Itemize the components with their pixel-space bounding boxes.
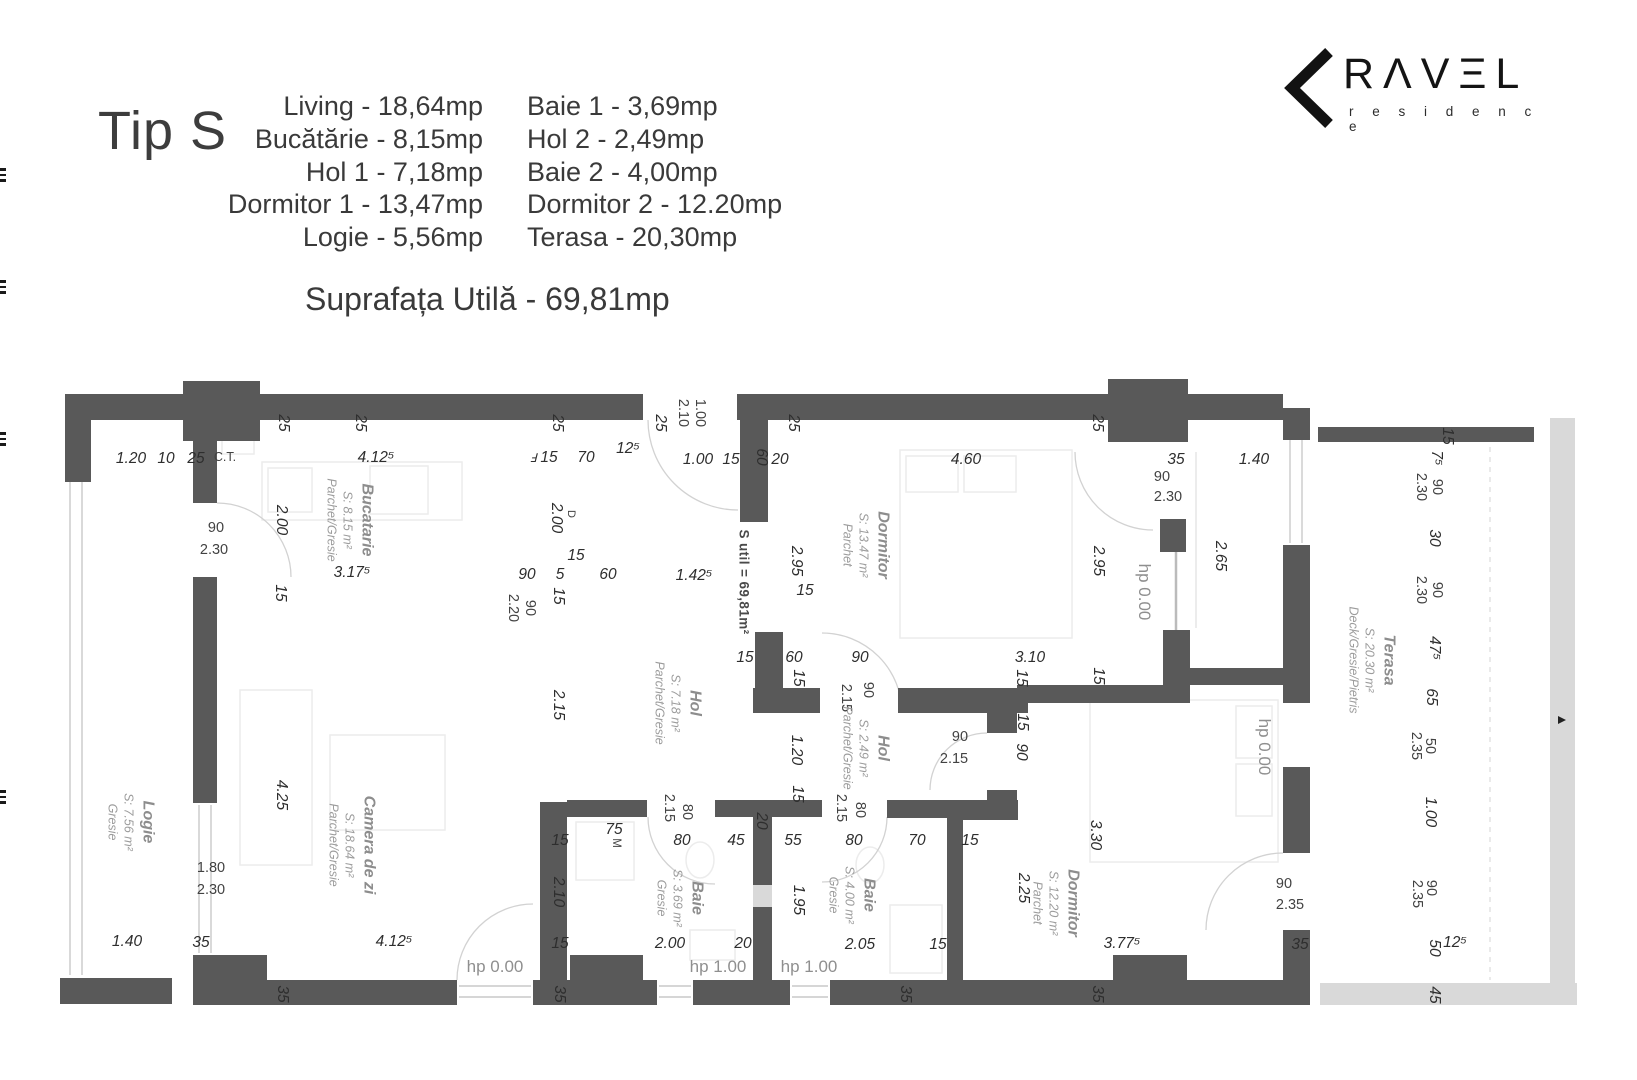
dimension-label: 2.30	[1413, 472, 1429, 502]
edge-tick-marks	[0, 432, 6, 449]
dimension-label: 80	[852, 801, 868, 819]
dimension-label: 2.15	[833, 793, 849, 823]
dimension-label: 65	[1423, 688, 1440, 706]
dimension-label: C.T.	[213, 450, 237, 464]
room-detail: Parchet/Gresie	[840, 706, 855, 790]
room-detail: S: 13.47 m²	[856, 512, 871, 578]
room-label	[839, 511, 892, 579]
room-name: Hol	[874, 735, 892, 761]
dimension-label: 4.60	[950, 451, 982, 468]
wall-segment	[193, 980, 457, 1005]
legend-item: Dormitor 1 - 13,47mp	[227, 189, 483, 220]
dimension-label: 2.15	[550, 689, 567, 721]
wall-segment	[887, 800, 950, 818]
wall-segment	[1163, 630, 1190, 703]
room-label	[839, 706, 892, 789]
wall-segment	[1318, 427, 1534, 445]
dimension-label: 25	[549, 414, 566, 432]
dimension-label: 15	[567, 547, 585, 564]
wall-segment	[567, 800, 647, 817]
dimension-label: 2.20	[505, 593, 521, 623]
room-name: Baie	[688, 881, 706, 915]
terrace-border-segment	[1550, 418, 1575, 1005]
room-detail: Parchet	[840, 523, 855, 567]
dimension-label: Ⅎ	[529, 451, 537, 465]
dimension-label: 80	[845, 832, 863, 849]
dimension-label: 20	[734, 935, 752, 952]
level-label: hp 0.00	[1135, 563, 1154, 621]
wall-segment	[737, 394, 1283, 420]
dimension-label: 35	[192, 934, 210, 951]
wall-segment	[1160, 519, 1186, 552]
dimension-label: 75	[605, 821, 623, 838]
dimension-label: 1.40	[111, 933, 143, 950]
dimension-label: 15	[736, 649, 754, 666]
dimension-label: 15	[540, 449, 558, 466]
wall-segment	[755, 632, 783, 690]
legend-item: Hol 1 - 7,18mp	[305, 156, 483, 187]
wall-segment	[1283, 408, 1310, 440]
dimension-label: 1.00	[682, 451, 714, 468]
dimension-label: 12⁵	[1443, 934, 1467, 951]
edge-tick-marks	[0, 790, 6, 807]
dimension-label: 15	[722, 451, 740, 468]
room-detail: Parchet/Gresie	[326, 803, 341, 887]
wall-segment	[570, 955, 643, 1003]
dimension-label: 90	[1275, 876, 1293, 892]
legend-item: Logie - 5,56mp	[302, 222, 483, 253]
room-detail: Parchet	[1030, 881, 1045, 925]
dimension-label: 25	[1089, 414, 1106, 432]
room-detail: S: 2.49 m²	[856, 719, 871, 777]
room-name: Camera de zi	[360, 795, 378, 895]
dimension-label: 15	[1439, 427, 1456, 445]
dimension-label: 90	[207, 520, 225, 536]
dimension-label: 1.00	[1422, 796, 1439, 828]
terrace-border-segment	[1320, 983, 1577, 1005]
dimension-label: 2.95	[1090, 545, 1107, 577]
dimension-label: 15	[929, 936, 947, 953]
level-label: hp 0.00	[1255, 718, 1274, 776]
room-detail: S: 4.00 m²	[842, 866, 857, 924]
dimension-label: 50	[1422, 737, 1438, 755]
room-detail: S: 3.69 m²	[670, 869, 685, 927]
room-name: Baie	[860, 878, 878, 912]
dimension-label: 15	[551, 935, 569, 952]
room-detail: Gresie	[654, 879, 669, 917]
dimension-label: 2.25	[1015, 872, 1032, 904]
dimension-label: 70	[577, 449, 595, 466]
legend-item: Dormitor 2 - 12.20mp	[527, 189, 783, 220]
level-label: hp 1.00	[780, 957, 838, 976]
dimension-label: 20	[753, 812, 770, 830]
dimension-label: 2.15	[939, 751, 969, 767]
wall-segment	[1283, 767, 1310, 853]
dimension-label: 80	[673, 832, 691, 849]
room-label	[651, 661, 704, 744]
dimension-label: 90	[951, 729, 969, 745]
wall-segment	[693, 980, 760, 1005]
dimension-label: 35	[1089, 985, 1106, 1003]
room-label	[1029, 869, 1082, 937]
dimension-label: 90	[1153, 469, 1171, 485]
dimension-label: 60	[785, 649, 803, 666]
wall-segment	[193, 577, 217, 803]
wall-segment	[60, 978, 172, 1004]
dimension-label: 20	[771, 451, 789, 468]
room-detail: Parchet/Gresie	[324, 478, 339, 562]
dimension-label: 90	[851, 649, 869, 666]
dimension-label: 4.25	[273, 779, 290, 811]
level-label: hp 0.00	[466, 957, 524, 976]
dimension-label: 25	[652, 414, 669, 432]
dimension-label: 4.12⁵	[375, 933, 413, 950]
legend-item: Bucătărie - 8,15mp	[254, 123, 483, 154]
room-detail: S: 20.30 m²	[1362, 627, 1377, 693]
dimension-label: 90	[522, 599, 538, 617]
dimension-label: 25	[275, 414, 292, 432]
dimension-label: 45	[1426, 986, 1443, 1004]
legend-item: Living - 18,64mp	[283, 91, 483, 121]
legend-item: Terasa - 20,30mp	[527, 222, 738, 253]
dimension-label: 2.05	[844, 936, 876, 953]
dimension-label: 3.77⁵	[1103, 935, 1141, 952]
room-label	[104, 793, 157, 851]
dimension-label: D	[565, 510, 577, 518]
dimension-label: 15	[790, 669, 807, 687]
room-detail: S: 18.64 m²	[342, 812, 357, 878]
dimension-label: 10	[157, 450, 175, 467]
room-label	[1345, 607, 1398, 714]
room-detail: S: 12.20 m²	[1046, 870, 1061, 936]
dimension-label: 1.42⁵	[675, 567, 713, 584]
room-detail: S: 8.15 m²	[340, 491, 355, 549]
wall-segment	[1113, 955, 1187, 983]
dimension-label: 3.30	[1087, 819, 1104, 851]
dimension-label: 15	[961, 832, 979, 849]
dimension-label: 1.80	[196, 860, 226, 876]
dimension-label: 15	[1090, 667, 1107, 685]
room-detail: Gresie	[826, 876, 841, 914]
room-label	[653, 869, 706, 927]
dimension-label: 3.10	[1014, 649, 1046, 666]
dimension-label: 15	[551, 832, 569, 849]
room-name: Dormitor	[874, 511, 892, 579]
dimension-label: 60	[599, 566, 617, 583]
room-detail: S: 7.18 m²	[668, 674, 683, 732]
dimension-label: 35	[897, 985, 914, 1003]
wall-segment	[1017, 685, 1163, 703]
dimension-label: 2.30	[199, 542, 229, 558]
wall-segment	[753, 907, 772, 982]
room-detail: S: 7.56 m²	[121, 793, 136, 851]
direction-arrow-icon	[1558, 716, 1566, 724]
page-title: Tip S	[98, 101, 228, 161]
room-name: Bucatarie	[358, 483, 376, 557]
dimension-label: 15	[796, 582, 814, 599]
dimension-label: 2.65	[1212, 540, 1229, 572]
dimension-label: 50	[1426, 939, 1443, 957]
dimension-label: 1.20	[788, 734, 805, 766]
room-detail: Deck/Gresie/Pietris	[1346, 606, 1361, 714]
dimension-label: 15	[1013, 669, 1030, 687]
dimension-label: 4.12⁵	[357, 449, 395, 466]
level-label: hp 1.00	[689, 957, 747, 976]
dimension-label: 2.00	[548, 502, 565, 534]
dimension-label: M	[610, 838, 622, 848]
dimension-label: 2.95	[788, 545, 805, 577]
dimension-label: 2.10	[675, 398, 691, 428]
dimension-label: 35	[274, 985, 291, 1003]
room-detail: Gresie	[105, 803, 120, 841]
total-area-label: Suprafața Utilă - 69,81mp	[305, 281, 670, 317]
dimension-label: 1.95	[790, 884, 807, 916]
dimension-label: 35	[1291, 936, 1309, 953]
dimension-label: 25	[187, 450, 205, 467]
wall-segment	[183, 381, 260, 441]
dimension-label: 35	[551, 985, 568, 1003]
wall-segment	[753, 688, 820, 713]
dimension-label: 1.20	[115, 450, 147, 467]
dimension-label: 1.00	[692, 398, 708, 428]
dimension-label: 2.10	[550, 876, 567, 908]
wall-segment	[947, 800, 1018, 820]
legend-item: Hol 2 - 2,49mp	[527, 123, 705, 154]
room-name: Terasa	[1380, 634, 1398, 686]
dimension-label: 90	[518, 566, 536, 583]
dimension-label: 1.40	[1238, 451, 1270, 468]
dimension-label: 12⁵	[616, 440, 640, 457]
brand-subtitle: r e s i d e n c e	[1349, 104, 1539, 134]
room-label	[323, 478, 376, 561]
room-name: Logie	[139, 800, 157, 844]
dimension-label: 80	[679, 803, 695, 821]
room-name: Hol	[686, 690, 704, 716]
dimension-label: 2.00	[654, 935, 686, 952]
room-label	[325, 796, 378, 895]
dimension-label: 90	[1429, 581, 1445, 599]
dimension-label: 25	[352, 414, 369, 432]
dimension-label: 90	[1423, 879, 1439, 897]
dimension-label: 15	[550, 587, 567, 605]
dimension-label: 70	[908, 832, 926, 849]
dimension-label: 7⁵	[1428, 450, 1445, 466]
edge-tick-marks	[0, 168, 6, 185]
dimension-label: 35	[1167, 451, 1185, 468]
terrace-border-segment	[753, 885, 772, 907]
dimension-label: 15	[1014, 713, 1031, 731]
legend-item: Baie 1 - 3,69mp	[527, 91, 718, 121]
dimension-label: 90	[1429, 478, 1445, 496]
dimension-label: 90	[860, 681, 876, 699]
room-label	[825, 866, 878, 924]
legend-item: Baie 2 - 4,00mp	[527, 156, 718, 187]
wall-segment	[760, 980, 790, 1005]
dimension-label: 2.35	[1408, 731, 1424, 761]
dimension-label: 2.30	[1413, 575, 1429, 605]
dimension-label: 2.30	[196, 882, 226, 898]
dimension-label: 15	[272, 584, 289, 602]
dimension-label: 47⁵	[1426, 636, 1443, 660]
dimension-label: 90	[1013, 743, 1030, 761]
dimension-label: 60	[753, 448, 770, 466]
wall-segment	[740, 420, 768, 522]
dimension-label: 2.00	[273, 504, 290, 536]
dimension-label: 25	[785, 414, 802, 432]
usable-area-note: S util = 69,81m²	[736, 529, 752, 635]
dimension-label: 5	[555, 566, 565, 583]
room-name: Dormitor	[1064, 869, 1082, 937]
wall-segment	[1108, 379, 1188, 442]
wall-segment	[1283, 545, 1310, 703]
dimension-label: 30	[1426, 529, 1443, 547]
dimension-label: 2.30	[1153, 489, 1183, 505]
edge-tick-marks	[0, 280, 6, 297]
dimension-label: 45	[727, 832, 745, 849]
dimension-label: 2.15	[661, 793, 677, 823]
dimension-label: 2.35	[1409, 879, 1425, 909]
room-detail: Parchet/Gresie	[652, 661, 667, 745]
brand-name: RΛVΞL	[1343, 50, 1529, 98]
dimension-label: 3.17⁵	[333, 564, 371, 581]
dimension-label: 2.35	[1275, 897, 1305, 913]
dimension-label: 2.15	[838, 683, 854, 713]
dimension-label: 15	[789, 785, 806, 803]
dimension-label: 55	[784, 832, 802, 849]
wall-segment	[65, 420, 91, 482]
